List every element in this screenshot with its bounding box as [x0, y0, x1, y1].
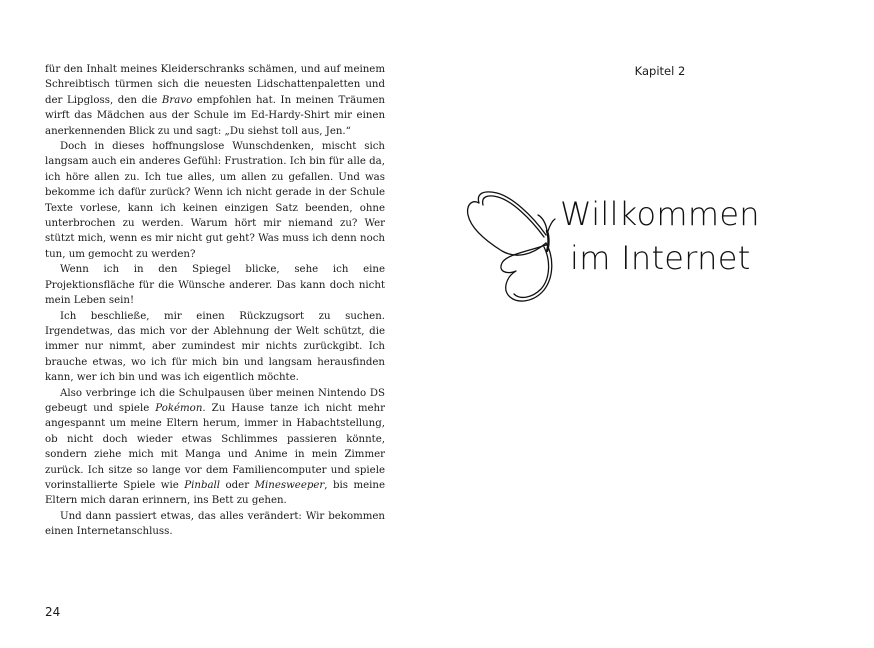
paragraph-text: Wenn ich in den Spiegel blicke, sehe ich eine Projektionsfläche für die Wünsche anderer. Das kann doch nicht mein Leben sein! — [45, 264, 385, 307]
paragraph-text: , bis meine Eltern mich daran erinnern, ins Bett zu gehen. — [45, 479, 386, 507]
paragraph-text: oder — [220, 479, 255, 491]
paragraph — [45, 386, 385, 509]
paragraph — [45, 262, 385, 308]
italic-title-text: Pokémon — [155, 402, 203, 414]
chapter-title — [560, 192, 760, 280]
paragraph — [45, 509, 385, 540]
page-number: 24 — [45, 605, 61, 619]
italic-title-text: Minesweeper — [254, 479, 325, 491]
paragraph-text: Und dann passiert etwas, das alles verändert: Wir bekommen einen Internetanschluss. — [45, 510, 385, 538]
chapter-title-line-1: Willkommen — [560, 195, 760, 233]
paragraph-text: empfohlen hat. In meinen Träumen wirft das Mädchen aus der Schule im Ed-Hardy-Shirt mir einen anerkennenden Blick zu und sagt: „Du siehst toll aus, Jen.“ — [45, 94, 385, 137]
paragraph-text: für den Inhalt meines Kleiderschranks schämen, und auf meinem Schreibtisch türmen sich die neuesten Lidschattenpaletten und der Lipgloss, den die — [45, 64, 385, 106]
paragraph-text: Doch in dieses hoffnungslose Wunschdenken, mischt sich langsam auch ein anderes Gefühl: Frustration. Ich bin für alle da, ich höre allen zu. Ich tue alles, um allen zu gefallen. Und was bekomme ich dafür zurück? Wenn ich nicht gerade in der Schule Texte vorlese, kann ich keinen einzigen Satz beenden, ohne unterbrochen zu werden. Warum hört mir niemand zu? Wer stützt mich, wenn es mir nicht gut geht? Was muss ich denn noch tun, um gemocht zu werden? — [45, 141, 385, 260]
butterfly-icon — [462, 185, 562, 307]
chapter-label: Kapitel 2 — [634, 64, 686, 78]
paragraph-text: Also verbringe ich die Schulpausen über meinen Nintendo DS gebeugt und spiele — [45, 387, 385, 414]
italic-title-text: Pinball — [184, 479, 221, 491]
left-page-text — [45, 62, 385, 540]
italic-title-text: Bravo — [161, 94, 193, 106]
chapter-title-line-2: im Internet — [570, 239, 751, 277]
paragraph — [45, 309, 385, 386]
paragraph-text: Ich beschließe, mir einen Rückzugsort zu suchen. Irgendetwas, das mich vor der Ablehnung der Welt schützt, die immer nur nimmt, aber zumindest mir nichts zurückgibt. Ich brauche etwas, wo ich für mich bin und langsam herausfinden kann, wer ich bin und was ich eigentlich möchte. — [45, 310, 385, 384]
paragraph-text: . Zu Hause tanze ich nicht mehr angespannt um meine Eltern herum, immer in Habachtstellung, ob nicht doch wieder etwas Schlimmes passieren könnte, sondern ziehe mich mit Manga und Anime in mein Zimmer zurück. Ich sitze so lange vor dem Familiencomputer und spiele vorinstallierte Spiele wie — [45, 402, 385, 491]
paragraph — [45, 139, 385, 262]
paragraph — [45, 62, 385, 139]
